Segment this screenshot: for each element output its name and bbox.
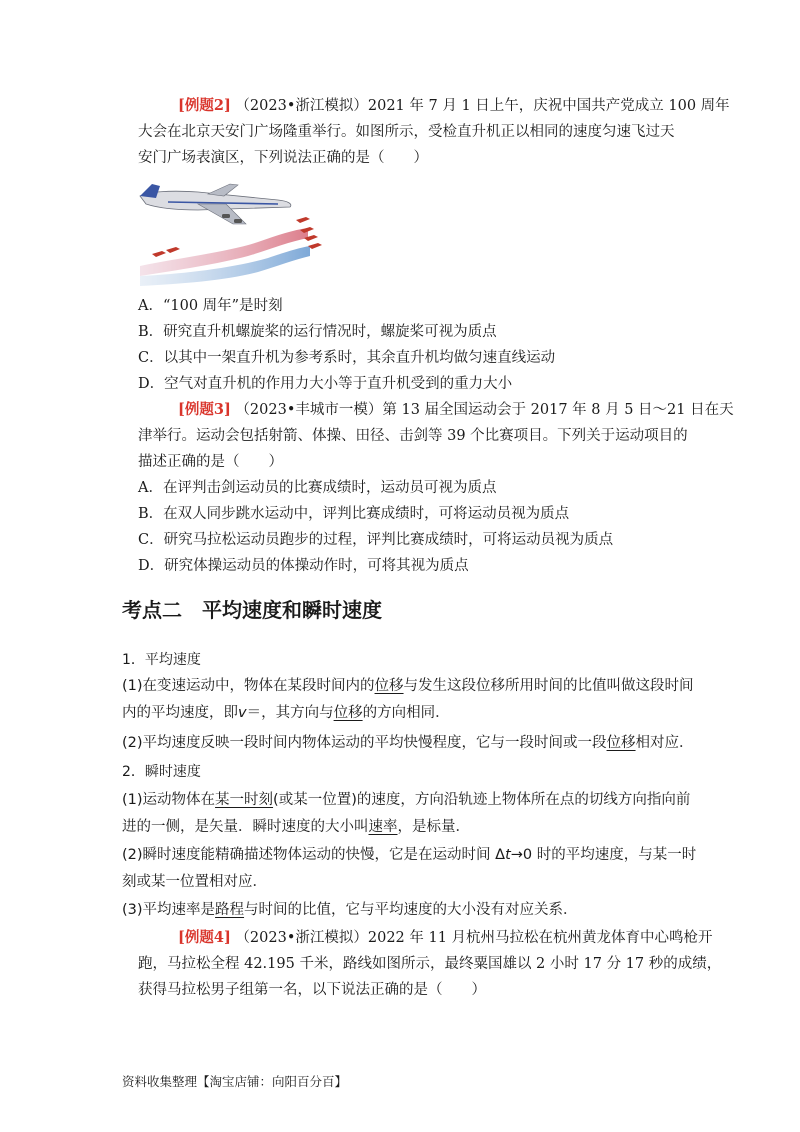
example-2-option-b: B．研究直升机螺旋桨的运行情况时，螺旋桨可视为质点 [138, 324, 497, 340]
avg-velocity-title: 1．平均速度 [122, 652, 201, 668]
inst-velocity-p1-line2: 进的一侧，是矢量．瞬时速度的大小叫速率，是标量． [122, 819, 470, 835]
avg-velocity-p1-line2: 内的平均速度，即v＝，其方向与位移的方向相同． [122, 705, 450, 721]
example-4-line-1: [例题4] （2023•浙江模拟）2022 年 11 月杭州马拉松在杭州黄龙体育中心鸣枪开 [178, 929, 713, 946]
example-3-option-d: D．研究体操运动员的体操动作时，可将其视为质点 [138, 558, 469, 574]
inst-velocity-p2-line1: (2)瞬时速度能精确描述物体运动的快慢，它是在运动时间 Δt→0 时的平均速度，与某一时 [122, 847, 697, 863]
example-4-tag: [例题4] [178, 929, 231, 946]
example-2-option-c: C．以其中一架直升机为参考系时，其余直升机均做匀速直线运动 [138, 350, 556, 366]
example-2-tag: [例题2] [178, 97, 231, 114]
avg-velocity-p2: (2)平均速度反映一段时间内物体运动的平均快慢程度，它与一段时间或一段位移相对应． [122, 735, 694, 751]
example-4-line-2: 跑，马拉松全程 42.195 千米，路线如图所示，最终粟国雄以 2 小时 17 分 17 秒的成绩， [138, 956, 722, 972]
example-2-line-3: 安门广场表演区，下列说法正确的是（ ） [138, 150, 428, 166]
example-3-tag: [例题3] [178, 401, 231, 418]
example-3-line-3: 描述正确的是（ ） [138, 454, 283, 470]
inst-velocity-p3: (3)平均速率是路程与时间的比值，它与平均速度的大小没有对应关系． [122, 902, 578, 918]
section-heading: 考点二 平均速度和瞬时速度 [122, 598, 382, 622]
airliner-shape [140, 184, 291, 224]
example-3-line-2: 津举行。运动会包括射箭、体操、田径、击剑等 39 个比赛项目。下列关于运动项目的 [138, 428, 688, 444]
example-2-line-2: 大会在北京天安门广场隆重举行。如图所示，受检直升机正以相同的速度匀速飞过天 [138, 124, 675, 140]
example-3-option-a: A．在评判击剑运动员的比赛成绩时，运动员可视为质点 [138, 480, 497, 496]
example-3-option-b: B．在双人同步跳水运动中，评判比赛成绩时，可将运动员视为质点 [138, 506, 570, 522]
example-2-option-d: D．空气对直升机的作用力大小等于直升机受到的重力大小 [138, 376, 513, 392]
inst-velocity-p2-line2: 刻或某一位置相对应． [122, 874, 267, 890]
example-3-line-1: [例题3] （2023•丰城市一模）第 13 届全国运动会于 2017 年 8 月 5 日～21 日在天 [178, 401, 734, 418]
example-3-option-c: C．研究马拉松运动员跑步的过程，评判比赛成绩时，可将运动员视为质点 [138, 532, 614, 548]
example-2-option-a: A．“100 周年”是时刻 [138, 298, 283, 314]
inst-velocity-title: 2．瞬时速度 [122, 764, 201, 780]
inst-velocity-p1-line1: (1)运动物体在某一时刻(或某一位置)的速度，方向沿轨迹上物体所在点的切线方向指向前 [122, 792, 691, 808]
example-4-line-3: 获得马拉松男子组第一名，以下说法正确的是（ ） [138, 982, 486, 998]
airplane-helicopter-formation-photo [138, 180, 338, 288]
footer-note: 资料收集整理【淘宝店铺：向阳百分百】 [122, 1074, 348, 1089]
example-2-line-1: [例题2] （2023•浙江模拟）2021 年 7 月 1 日上午，庆祝中国共产党成立 100 周年 [178, 97, 730, 114]
avg-velocity-p1-line1: (1)在变速运动中，物体在某段时间内的位移与发生这段位移所用时间的比值叫做这段时间 [122, 678, 694, 694]
